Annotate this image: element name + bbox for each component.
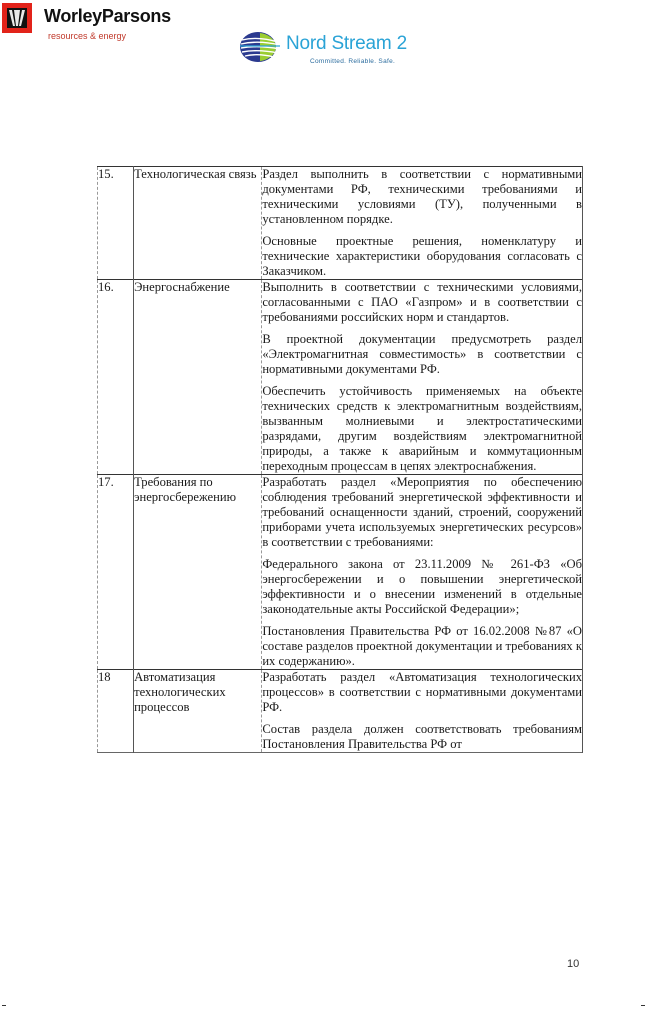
table-row bbox=[98, 670, 583, 753]
worleyparsons-mark-icon bbox=[2, 3, 32, 33]
paragraph: Разработать раздел «Мероприятия по обеспечению соблюдения требований энергетической эффективности и требований оснащенности зданий, строений, сооружений приборами учета используемых энергетических ресурсов» в соответствии с требованиями: bbox=[262, 475, 582, 549]
row-description bbox=[262, 670, 583, 753]
paragraph: Состав раздела должен соответствовать требованиям Постановления Правительства РФ от bbox=[262, 722, 582, 751]
table-row bbox=[98, 475, 583, 670]
project-tagline: Committed. Reliable. Safe. bbox=[310, 58, 396, 65]
requirements-table bbox=[97, 166, 583, 753]
table-row bbox=[98, 167, 583, 280]
paragraph: Раздел выполнить в соответствии с нормативными документами РФ, техническими требованиями и техническими условиями (ТУ), полученными в установленном порядке. bbox=[262, 167, 582, 226]
nord-stream-logo bbox=[238, 30, 438, 72]
company-tagline: resources & energy bbox=[48, 31, 127, 41]
row-name: Требования по энергосбережению bbox=[134, 475, 262, 670]
paragraph: Федерального закона от 23.11.2009 № 261-ФЗ «Об энергосбережении и о повышении энергетической эффективности и о внесении изменений в отдельные законодательные акты Российской Федерации»; bbox=[262, 557, 582, 616]
row-description bbox=[262, 167, 583, 280]
page-number: 10 bbox=[567, 958, 580, 970]
paragraph: В проектной документации предусмотреть раздел «Электромагнитная совместимость» в соответствии с нормативными документами РФ. bbox=[262, 332, 582, 376]
row-name: Технологическая связь bbox=[134, 167, 262, 280]
scan-mark bbox=[641, 1005, 645, 1006]
paragraph: Постановления Правительства РФ от 16.02.2008 №87 «О составе разделов проектной документации и требованиях к их содержанию». bbox=[262, 624, 582, 668]
paragraph: Основные проектные решения, номенклатуру и технические характеристики оборудования согласовать с Заказчиком. bbox=[262, 234, 582, 278]
paragraph: Обеспечить устойчивость применяемых на объекте технических средств к электромагнитным воздействиям, вызванным молниевыми и электростатическими разрядами, другим воздействиям электромагнитной природы, а также к аварийным и коммутационным переходным процессам в цепях электроснабжения. bbox=[262, 384, 582, 473]
row-number: 17. bbox=[98, 475, 134, 670]
row-description bbox=[262, 475, 583, 670]
nord-stream-globe-icon bbox=[238, 30, 282, 64]
paragraph: Выполнить в соответствии с техническими условиями, согласованными с ПАО «Газпром» и в соответствии с требованиями российских норм и стандартов. bbox=[262, 280, 582, 324]
row-number: 15. bbox=[98, 167, 134, 280]
row-number: 18 bbox=[98, 670, 134, 753]
row-name: Автоматизация технологических процессов bbox=[134, 670, 262, 753]
paragraph: Разработать раздел «Автоматизация технологических процессов» в соответствии с нормативными документами РФ. bbox=[262, 670, 582, 714]
row-description bbox=[262, 280, 583, 475]
scan-mark bbox=[2, 1005, 6, 1006]
worleyparsons-logo bbox=[0, 0, 200, 48]
row-number: 16. bbox=[98, 280, 134, 475]
row-name: Энергоснабжение bbox=[134, 280, 262, 475]
company-name: WorleyParsons bbox=[44, 6, 171, 26]
project-name: Nord Stream 2 bbox=[286, 33, 407, 54]
table-row bbox=[98, 280, 583, 475]
